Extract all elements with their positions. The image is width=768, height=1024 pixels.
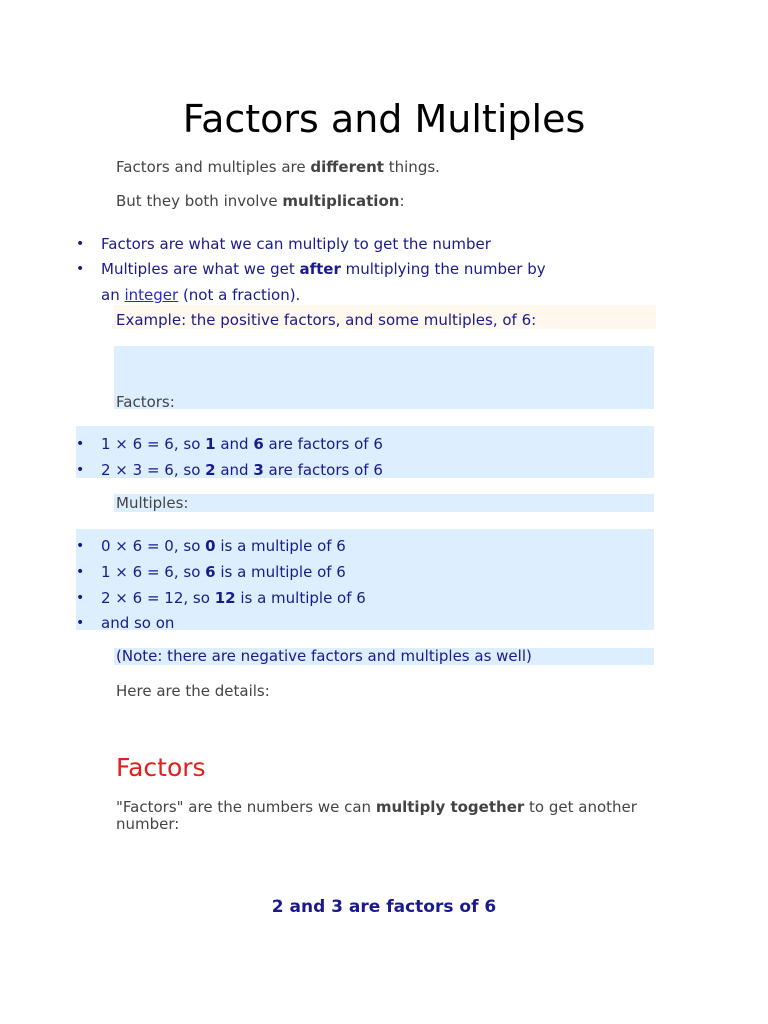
bullet-icon: • (76, 590, 85, 606)
factors-description (116, 799, 656, 833)
bullet-icon: • (76, 261, 85, 277)
factors-label: Factors: (116, 393, 175, 411)
definition-multiples-end: multiplying the number by (340, 260, 546, 278)
definition-line-2-end: (not a fraction). (178, 286, 301, 304)
multiple-1-text: 0 × 6 = 0, so (101, 537, 206, 555)
multiple-1-bold: 0 (205, 537, 216, 555)
intro-line-2-bold: multiplication (282, 192, 400, 210)
multiple-2-text: 1 × 6 = 6, so (101, 563, 206, 581)
multiple-3-text: 2 × 6 = 12, so (101, 589, 215, 607)
multiple-2-bold: 6 (205, 563, 216, 581)
intro-line-2-end: : (399, 192, 405, 210)
factor-2-text: 2 × 3 = 6, so (101, 461, 206, 479)
definition-multiples-bold: after (299, 260, 341, 278)
factors-heading: Factors (116, 753, 206, 782)
multiple-example-2 (101, 562, 346, 582)
multiple-example-1 (101, 536, 346, 556)
multiple-3-end: is a multiple of 6 (235, 589, 366, 607)
details-intro: Here are the details: (116, 682, 270, 700)
factor-2-bold-b: 3 (253, 461, 264, 479)
integer-link[interactable]: integer (124, 286, 179, 304)
factors-desc-bold: multiply together (375, 798, 525, 816)
intro-line-1-end: things. (383, 158, 440, 176)
factor-2-and: and (215, 461, 254, 479)
intro-line-2 (116, 191, 405, 211)
factors-desc-end: to get another (524, 798, 637, 816)
factor-example-2 (101, 460, 383, 480)
multiple-2-end: is a multiple of 6 (215, 563, 346, 581)
factor-2-bold-a: 2 (205, 461, 216, 479)
bullet-icon: • (76, 538, 85, 554)
bullet-icon: • (76, 436, 85, 452)
factor-1-bold-a: 1 (205, 435, 216, 453)
factor-1-end: are factors of 6 (263, 435, 383, 453)
intro-line-2-text: But they both involve (116, 192, 283, 210)
bullet-icon: • (76, 564, 85, 580)
note-text: (Note: there are negative factors and multiples as well) (116, 647, 532, 665)
intro-line-1-bold: different (310, 158, 384, 176)
intro-line-1-text: Factors and multiples are (116, 158, 311, 176)
factor-1-text: 1 × 6 = 6, so (101, 435, 206, 453)
multiple-1-end: is a multiple of 6 (215, 537, 346, 555)
factors-label-box (114, 346, 654, 409)
page-title: Factors and Multiples (182, 97, 586, 141)
multiples-label: Multiples: (116, 494, 189, 512)
bullet-icon: • (76, 236, 85, 252)
example-text: Example: the positive factors, and some multiples, of 6: (116, 311, 537, 329)
intro-line-1 (116, 157, 440, 177)
factor-1-and: and (215, 435, 254, 453)
multiple-example-3 (101, 588, 366, 608)
bullet-icon: • (76, 462, 85, 478)
factors-desc-line-2: number: (116, 815, 180, 833)
definition-multiples (101, 259, 546, 279)
multiple-3-bold: 12 (214, 589, 236, 607)
factor-1-bold-b: 6 (253, 435, 264, 453)
factor-example-1 (101, 434, 383, 454)
definition-multiples-text: Multiples are what we get (101, 260, 300, 278)
definition-multiples-line-2 (101, 285, 300, 305)
factors-desc-text: "Factors" are the numbers we can (116, 798, 376, 816)
multiples-label-box (114, 494, 654, 512)
definition-factors: Factors are what we can multiply to get the number (101, 235, 491, 253)
bullet-icon: • (76, 615, 85, 631)
and-so-on: and so on (101, 614, 175, 632)
definition-line-2-text: an (101, 286, 125, 304)
factor-2-end: are factors of 6 (263, 461, 383, 479)
factors-caption: 2 and 3 are factors of 6 (271, 897, 497, 917)
